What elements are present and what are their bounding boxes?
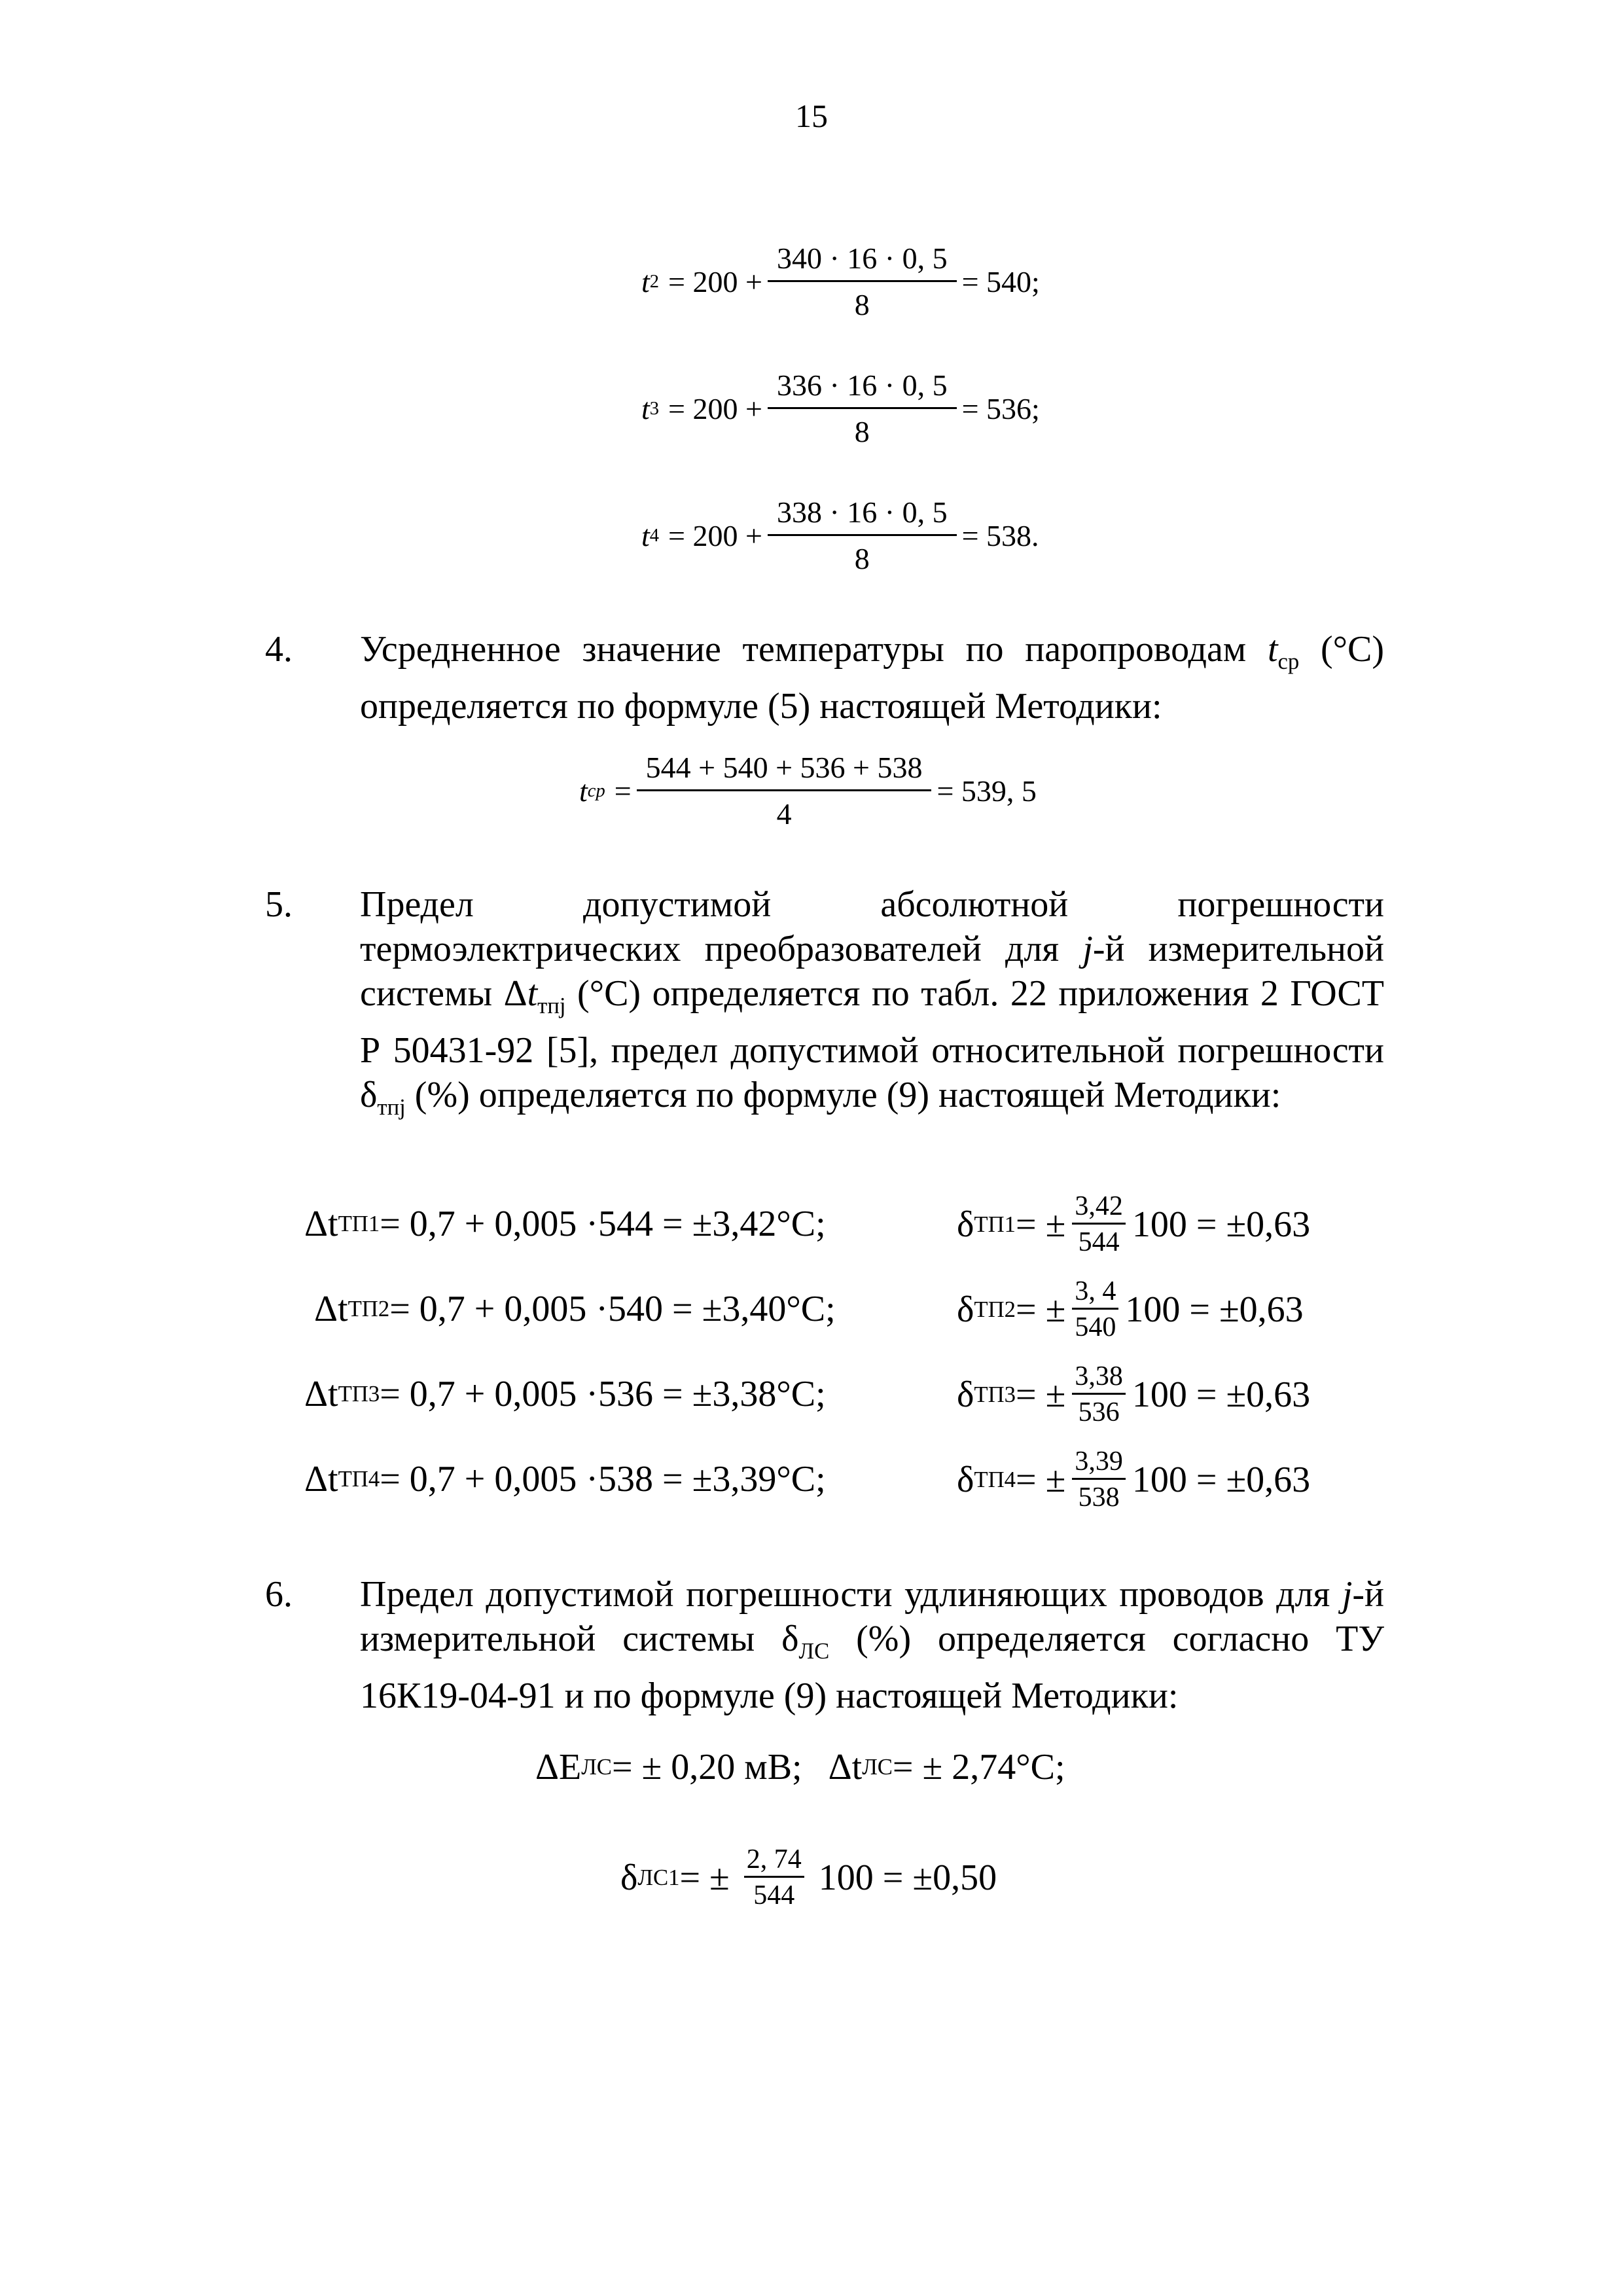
text-sub: тпj	[377, 1094, 406, 1121]
eq-numerator: 340 · 16 · 0, 5	[768, 243, 957, 282]
fraction-denominator: 538	[1078, 1482, 1120, 1513]
eq-fraction	[768, 370, 957, 447]
tp-abs-row-1	[304, 1203, 826, 1245]
ls-values-line	[535, 1746, 1065, 1788]
eq-denominator: 4	[776, 797, 792, 831]
row-fraction	[1072, 1363, 1126, 1426]
eq-sub: 2	[649, 271, 660, 292]
tp-rel-row-3	[957, 1363, 1310, 1426]
row-expr: = 0,7 + 0,005 ·538 = ±3,39°С;	[380, 1459, 826, 1499]
row-sub: ТП3	[338, 1381, 380, 1407]
page-number: 15	[795, 98, 828, 134]
row-label: δ	[957, 1289, 974, 1330]
item-text	[360, 1572, 1384, 1718]
text-var: j	[1082, 929, 1093, 969]
ls-t-label: Δt	[828, 1747, 863, 1787]
text-sub: тпj	[537, 993, 566, 1019]
eq-numerator: 544 + 540 + 536 + 538	[637, 753, 932, 791]
eq-numerator: 336 · 16 · 0, 5	[768, 370, 957, 409]
row-label: δ	[957, 1459, 974, 1500]
row-post: 100 = ±0,50	[818, 1857, 997, 1898]
text-run: (%) определяется по формуле (9) настоящей Методики:	[405, 1075, 1281, 1116]
eq-rhs: = 539, 5	[936, 774, 1037, 808]
list-item-5	[265, 882, 1384, 927]
row-fraction	[744, 1846, 804, 1909]
fraction-denominator: 544	[1078, 1227, 1120, 1257]
row-pre: = ±	[679, 1857, 730, 1898]
tp-rel-row-1	[957, 1193, 1310, 1256]
eq-denominator: 8	[854, 288, 870, 321]
row-label: Δt	[314, 1289, 348, 1329]
row-label: Δt	[304, 1459, 338, 1499]
equation-t4	[641, 497, 1039, 574]
row-label: Δt	[304, 1204, 338, 1244]
text-var: t	[1267, 629, 1278, 670]
eq-fraction	[768, 243, 957, 320]
list-item-6	[265, 1572, 1384, 1718]
row-fraction	[1072, 1278, 1118, 1341]
list-item-4	[265, 627, 1384, 728]
row-expr: = 0,7 + 0,005 ·544 = ±3,42°С;	[380, 1204, 826, 1244]
row-pre: = ±	[1016, 1374, 1066, 1415]
row-pre: = ±	[1016, 1204, 1066, 1245]
equation-t2	[641, 243, 1040, 320]
eq-denominator: 8	[854, 415, 870, 448]
tp-abs-row-3	[304, 1373, 826, 1415]
row-label: δ	[957, 1204, 974, 1245]
row-post: 100 = ±0,63	[1132, 1204, 1311, 1245]
row-sub: ЛС1	[637, 1864, 680, 1890]
text-run: Предел допустимой погрешности удлиняющих проводов для	[360, 1574, 1342, 1615]
item-number: 6.	[265, 1574, 293, 1615]
row-post: 100 = ±0,63	[1132, 1459, 1311, 1500]
eq-var: t	[641, 265, 650, 298]
ls-e-label: ΔЕ	[535, 1747, 582, 1787]
row-label: δ	[620, 1857, 638, 1898]
fraction-numerator: 3,42	[1072, 1193, 1126, 1225]
row-pre: = ±	[1016, 1289, 1066, 1330]
text-run: Усредненное значение температуры по паропроводам	[360, 629, 1268, 670]
text-var: j	[1342, 1574, 1353, 1615]
eq-rhs: = 536;	[961, 392, 1040, 425]
eq-sub: 4	[649, 525, 660, 546]
fraction-denominator: 540	[1075, 1312, 1116, 1342]
item-first-line: Предел допустимой абсолютной погрешности	[360, 884, 1384, 925]
ls-e-sub: ЛС	[581, 1754, 612, 1780]
text-sub: ср	[1277, 649, 1300, 675]
fraction-numerator: 3,39	[1072, 1448, 1126, 1480]
eq-sub: ср	[587, 780, 605, 801]
row-sub: ТП1	[974, 1211, 1016, 1237]
row-fraction	[1072, 1193, 1126, 1256]
row-sub: ТП4	[338, 1466, 380, 1492]
row-pre: = ±	[1016, 1459, 1066, 1500]
tp-rel-row-4	[957, 1448, 1310, 1511]
text-run: -й измерительной системы Δ	[360, 929, 1384, 1014]
fraction-numerator: 3,38	[1072, 1363, 1126, 1395]
tp-rel-row-2	[957, 1278, 1304, 1341]
tp-abs-row-2	[314, 1288, 836, 1330]
ls-e-value: = ± 0,20 мВ;	[611, 1747, 802, 1787]
text-run: (°С) определяется по формуле (5) настоящей Методики:	[360, 629, 1384, 727]
row-sub: ТП1	[338, 1211, 380, 1236]
item-number: 4.	[265, 629, 293, 670]
row-expr: = 0,7 + 0,005 ·536 = ±3,38°С;	[380, 1374, 826, 1414]
text-run: (%) определяется согласно ТУ 16К19-04-91 и по формуле (9) настоящей Методики:	[360, 1619, 1384, 1717]
eq-denominator: 8	[854, 542, 870, 575]
row-expr: = 0,7 + 0,005 ·540 = ±3,40°С;	[389, 1289, 836, 1329]
eq-lhs: =	[614, 774, 632, 808]
eq-var: t	[641, 392, 650, 425]
ls-t-value: = ± 2,74°С;	[892, 1747, 1065, 1787]
eq-lhs: = 200 +	[668, 392, 762, 425]
eq-fraction	[637, 753, 932, 829]
eq-numerator: 338 · 16 · 0, 5	[768, 497, 957, 536]
tp-abs-row-4	[304, 1458, 826, 1500]
text-sub: ЛС	[798, 1638, 830, 1664]
eq-sub: 3	[649, 398, 660, 419]
row-post: 100 = ±0,63	[1132, 1374, 1311, 1415]
eq-rhs: = 540;	[961, 265, 1040, 298]
equation-t3	[641, 370, 1040, 447]
fraction-numerator: 3, 4	[1072, 1278, 1118, 1310]
eq-fraction	[768, 497, 957, 574]
eq-var: t	[579, 774, 588, 808]
row-label: Δt	[304, 1374, 338, 1414]
row-post: 100 = ±0,63	[1125, 1289, 1304, 1330]
ls-t-sub: ЛС	[862, 1754, 893, 1780]
row-sub: ТП2	[348, 1296, 390, 1321]
fraction-numerator: 2, 74	[744, 1846, 804, 1878]
fraction-denominator: 536	[1078, 1397, 1120, 1427]
fraction-denominator: 544	[753, 1880, 795, 1910]
equation-t-avg	[579, 753, 1037, 829]
eq-lhs: = 200 +	[668, 265, 762, 298]
row-sub: ТП2	[974, 1296, 1016, 1322]
eq-rhs: = 538.	[961, 519, 1039, 552]
eq-lhs: = 200 +	[668, 519, 762, 552]
row-fraction	[1072, 1448, 1126, 1511]
row-label: δ	[957, 1374, 974, 1415]
eq-var: t	[641, 519, 650, 552]
text-run: (°С) определяется по табл. 22 приложения 2 ГОСТ Р 50431-92 [5], предел допустимой относительной погрешности δ	[360, 973, 1384, 1116]
text-run: термоэлектрических преобразователей для	[360, 929, 1083, 969]
item-text	[360, 627, 1384, 728]
row-sub: ТП4	[974, 1466, 1016, 1492]
list-item-5-rest	[265, 927, 1384, 1130]
item-number: 5.	[265, 884, 293, 925]
item-text	[360, 927, 1384, 1130]
text-run: -й измерительной системы δ	[360, 1574, 1384, 1659]
ls-delta-line	[620, 1846, 997, 1909]
row-sub: ТП3	[974, 1381, 1016, 1407]
text-var: t	[527, 973, 538, 1014]
